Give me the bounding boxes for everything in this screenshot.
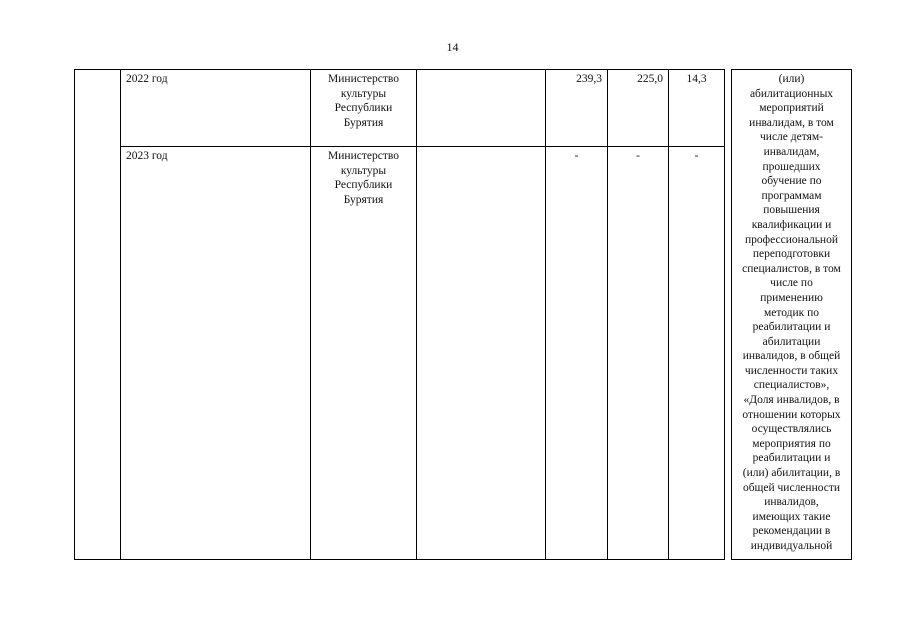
- table-row: [75, 70, 852, 147]
- empty-cell: [417, 147, 546, 560]
- value-other-cell: -: [669, 147, 725, 560]
- value-regional-cell: 225,0: [608, 70, 669, 147]
- value-regional-cell: -: [608, 147, 669, 560]
- index-cell: [75, 70, 121, 560]
- year-cell: 2023 год: [121, 147, 311, 560]
- year-cell: 2022 год: [121, 70, 311, 147]
- value-total-cell: 239,3: [546, 70, 608, 147]
- executor-cell: Министерство культуры Республики Бурятия: [311, 70, 417, 147]
- executor-cell: Министерство культуры Республики Бурятия: [311, 147, 417, 560]
- value-other-cell: 14,3: [669, 70, 725, 147]
- page-number: 14: [446, 40, 459, 54]
- indicator-notes-cell: (или) абилитационных мероприятий инвалидам, в том числе детям- инвалидам, прошедших обучение по программам повышения квалификации и профессиональной переподготовки специалистов, в том числе по применению методик по реабилитации и абилитации инвалидов, в общей численности таких специалистов», «Доля инвалидов, в отношении которых осуществлялись мероприятия по реабилитации и (или) абилитации, в общей численности инвалидов, имеющих такие рекомендации в индивидуальной: [732, 70, 852, 560]
- empty-cell: [417, 70, 546, 147]
- column-gap: [725, 70, 732, 560]
- program-table: [74, 69, 852, 560]
- value-total-cell: -: [546, 147, 608, 560]
